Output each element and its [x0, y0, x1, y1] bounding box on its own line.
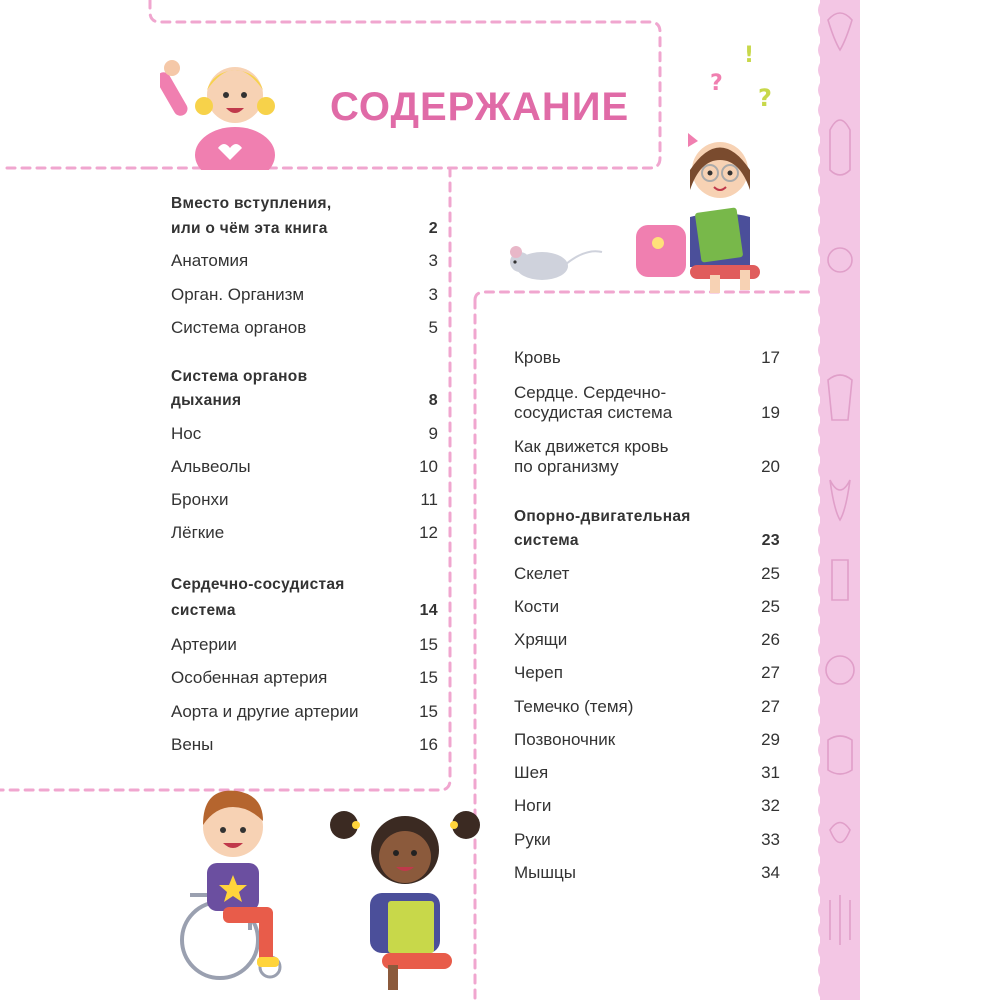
- girl-with-book-illustration: [630, 125, 780, 295]
- toc-entry-label: Сердце. Сердечно-: [514, 383, 667, 402]
- toc-entry: [171, 284, 438, 306]
- toc-entry: [514, 729, 780, 751]
- toc-entry: [514, 456, 780, 478]
- toc-entry-label: Система органов: [171, 368, 308, 385]
- toc-entry-label: Артерии: [171, 635, 237, 654]
- toc-entry-label: Лёгкие: [171, 523, 225, 542]
- toc-section-heading: [171, 390, 438, 412]
- toc-entry-label: Бронхи: [171, 490, 229, 509]
- toc-entry: [171, 701, 438, 723]
- toc-section-heading: [171, 600, 438, 622]
- toc-page-number: 16: [419, 735, 438, 754]
- toc-page-number: 19: [761, 403, 780, 422]
- toc-page-number: 9: [428, 424, 438, 443]
- svg-text:?: ?: [758, 84, 772, 112]
- toc-entry-label: Опорно-двигательная: [514, 508, 691, 525]
- toc-entry: [171, 423, 438, 445]
- toc-entry-label: система: [171, 602, 236, 619]
- toc-entry: [171, 317, 438, 339]
- toc-page-number: 14: [419, 602, 438, 619]
- toc-entry-label: Анатомия: [171, 251, 249, 270]
- toc-entry-label: Кости: [514, 597, 560, 616]
- toc-entry-label: Как движется кровь: [514, 437, 669, 456]
- toc-entry-label: Сердечно-сосудистая: [171, 576, 345, 593]
- toc-entry: [514, 662, 780, 684]
- toc-entry: [171, 634, 438, 656]
- toc-entry-label: Кровь: [514, 348, 561, 367]
- toc-entry-label: Мышцы: [514, 863, 576, 882]
- toc-page-number: 34: [761, 863, 780, 882]
- toc-page-number: 15: [419, 702, 438, 721]
- toc-page-number: 31: [761, 763, 780, 782]
- toc-entry-label: Хрящи: [514, 630, 568, 649]
- anatomy-icons-decoration: [822, 0, 858, 1000]
- toc-page-number: 3: [428, 251, 438, 270]
- toc-entry-label: Вместо вступления,: [171, 195, 332, 212]
- toc-page-number: 32: [761, 796, 780, 815]
- toc-page-number: 26: [761, 630, 780, 649]
- toc-entry: [514, 347, 780, 369]
- toc-entry-label: или о чём эта книга: [171, 220, 328, 237]
- toc-page-number: 2: [428, 220, 438, 237]
- toc-entry-label: дыхания: [171, 392, 242, 409]
- toc-entry: [514, 596, 780, 618]
- toc-entry-label: Нос: [171, 424, 202, 443]
- toc-page-number: 12: [419, 523, 438, 542]
- toc-page-number: 15: [419, 668, 438, 687]
- toc-page-number: 17: [761, 348, 780, 367]
- toc-page-number: 15: [419, 635, 438, 654]
- toc-entry: [514, 563, 780, 585]
- svg-text:?: ?: [710, 71, 723, 96]
- toc-entry: [514, 629, 780, 651]
- toc-section-heading: [171, 366, 438, 388]
- toc-entry: [514, 862, 780, 884]
- toc-entry-label: Особенная артерия: [171, 668, 328, 687]
- toc-page-number: 25: [761, 597, 780, 616]
- toc-entry-label: по организму: [514, 457, 619, 476]
- toc-entry-label: Аорта и другие артерии: [171, 702, 359, 721]
- page-title: СОДЕРЖАНИЕ: [330, 85, 630, 129]
- toc-entry-label: Ноги: [514, 796, 552, 815]
- toc-entry: [514, 795, 780, 817]
- toc-entry-label: Скелет: [514, 564, 570, 583]
- toc-entry-label: Череп: [514, 663, 563, 682]
- toc-entry: [514, 436, 780, 458]
- toc-page-number: 29: [761, 730, 780, 749]
- toc-entry-label: Темечко (темя): [514, 697, 634, 716]
- toc-page-number: 20: [761, 457, 780, 476]
- toc-entry: [171, 734, 438, 756]
- toc-section-heading: [171, 574, 438, 596]
- toc-section-heading: [514, 530, 780, 552]
- toc-page-number: 5: [428, 318, 438, 337]
- toc-page-number: 11: [420, 490, 438, 509]
- toc-page-number: 8: [428, 392, 438, 409]
- toc-entry: [171, 667, 438, 689]
- toc-page-number: 25: [761, 564, 780, 583]
- toc-entry: [514, 382, 780, 404]
- toc-page-number: 27: [761, 663, 780, 682]
- svg-text:!: !: [744, 43, 755, 68]
- toc-entry-label: Вены: [171, 735, 214, 754]
- question-marks-decoration: [700, 40, 780, 120]
- toc-section-heading: [514, 506, 780, 528]
- toc-entry: [171, 456, 438, 478]
- toc-section-heading: [171, 218, 438, 240]
- toc-entry-label: сосудистая система: [514, 403, 673, 422]
- toc-entry: [514, 402, 780, 424]
- toc-entry-label: Руки: [514, 830, 551, 849]
- toc-page-number: 27: [761, 697, 780, 716]
- toc-section-heading: [171, 193, 438, 215]
- toc-entry-label: Альвеолы: [171, 457, 251, 476]
- toc-entry-label: Система органов: [171, 318, 307, 337]
- waving-girl-illustration: [160, 40, 310, 170]
- mouse-illustration: [500, 238, 605, 288]
- toc-entry-label: Орган. Организм: [171, 285, 305, 304]
- toc-page-number: 3: [428, 285, 438, 304]
- toc-entry-label: Шея: [514, 763, 549, 782]
- toc-entry: [171, 489, 438, 511]
- boy-in-wheelchair-illustration: [175, 775, 310, 990]
- toc-page-number: 23: [761, 532, 780, 549]
- toc-page-number: 33: [761, 830, 780, 849]
- toc-entry-label: система: [514, 532, 579, 549]
- toc-entry: [514, 829, 780, 851]
- girl-reading-illustration: [330, 805, 480, 995]
- toc-entry: [171, 250, 438, 272]
- toc-entry: [171, 522, 438, 544]
- toc-page-number: 10: [419, 457, 438, 476]
- toc-entry: [514, 762, 780, 784]
- toc-entry-label: Позвоночник: [514, 730, 616, 749]
- toc-entry: [514, 696, 780, 718]
